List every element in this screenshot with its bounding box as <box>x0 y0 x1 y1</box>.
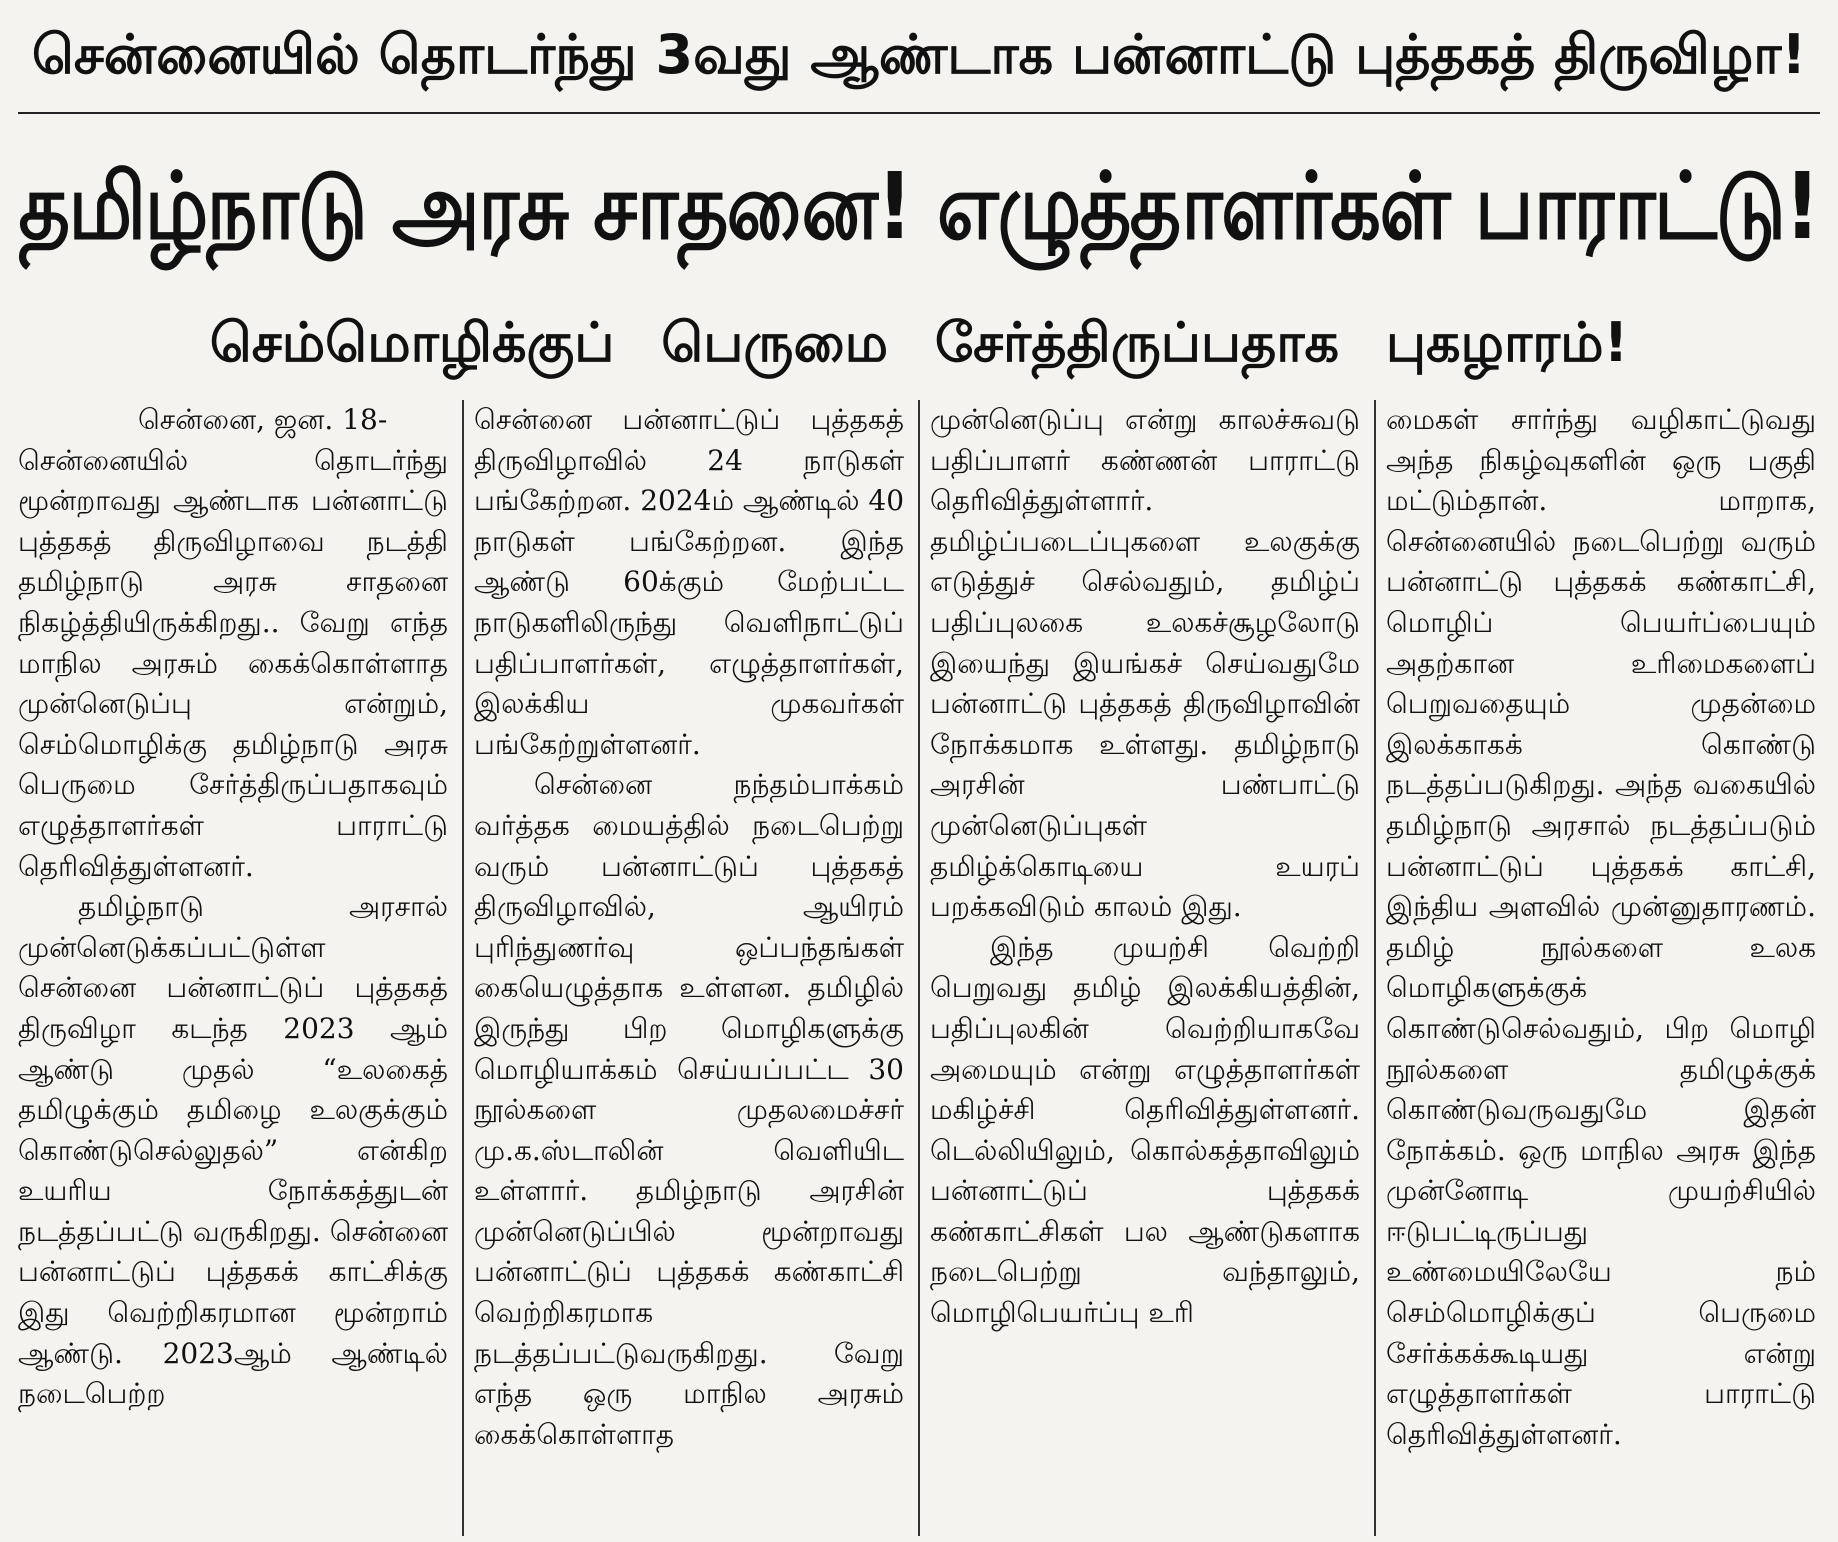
article-paragraph: சென்னை நந்தம்பாக்கம் வர்த்தக மையத்தில் நடைபெற்று வரும் பன்னாட்டுப் புத்தகத் திருவிழாவில், ஆயிரம் புரிந்துணர்வு ஒப்பந்தங்கள் கையெழுத்தாக உள்ளன. தமிழில் இருந்து பிற மொழிகளுக்கு மொழியாக்கம் செய்யப்பட்ட 30 நூல்களை முதலமைச்சர் மு.க.ஸ்டாலின் வெளியிட உள்ளார். தமிழ்நாடு அரசின் முன்னெடுப்பில் மூன்றாவது பன்னாட்டுப் புத்தகக் கண்காட்சி வெற்றிகரமாக நடத்தப்பட்டுவருகிறது. வேறு எந்த ஒரு மாநில அரசும் கைக்கொள்ளாத <box>474 768 904 1451</box>
article-paragraph: சென்னை பன்னாட்டுப் புத்தகத் திருவிழாவில் 24 நாடுகள் பங்கேற்றன. 2024ம் ஆண்டில் 40 நாடுகள் பங்கேற்றன. இந்த ஆண்டு 60க்கும் மேற்பட்ட நாடுகளிலிருந்து வெளிநாட்டுப் பதிப்பாளர்கள், எழுத்தாளர்கள், இலக்கிய முகவர்கள் பங்கேற்றுள்ளனர். <box>474 403 905 761</box>
article-paragraph: தமிழ்நாடு அரசால் முன்னெடுக்கப்பட்டுள்ள சென்னை பன்னாட்டுப் புத்தகத் திருவிழா கடந்த 2023 ஆம் ஆண்டு முதல் “உலகைத் தமிழுக்கும் தமிழை உலகுக்கும் கொண்டுசெல்லுதல்” என்கிற உயரிய நோக்கத்துடன் நடத்தப்பட்டு வருகிறது. சென்னை பன்னாட்டுப் புத்தகக் காட்சிக்கு இது வெற்றிகரமான மூன்றாம் ஆண்டு. 2023ஆம் ஆண்டில் நடைபெற்ற <box>18 890 448 1411</box>
kicker-headline: சென்னையில் தொடர்ந்து 3வது ஆண்டாக பன்னாட்டு புத்தகத் திருவிழா! <box>31 22 1807 86</box>
article-paragraph: சென்னையில் தொடர்ந்து மூன்றாவது ஆண்டாக பன்னாட்டு புத்தகத் திருவிழாவை நடத்தி தமிழ்நாடு அரசு சாதனை நிகழ்த்தியிருக்கிறது.. வேறு எந்த மாநில அரசும் கைக்கொள்ளாத முன்னெடுப்பு என்றும், செம்மொழிக்கு தமிழ்நாடு அரசு பெருமை சேர்த்திருப்பதாகவும் எழுத்தாளர்கள் பாராட்டு தெரிவித்துள்ளனர். <box>18 443 448 883</box>
article-column-1 <box>8 400 464 1536</box>
kicker-divider <box>18 112 1820 114</box>
article-column-2 <box>464 400 920 1536</box>
sub-headline: செம்மொழிக்குப் பெருமை சேர்த்திருப்பதாக புகழாரம்! <box>209 310 1629 374</box>
article-column-4 <box>1376 400 1830 1536</box>
article-column-3 <box>920 400 1376 1536</box>
article-paragraph: முன்னெடுப்பு என்று காலச்சுவடு பதிப்பாளர் கண்ணன் பாராட்டு தெரிவித்துள்ளார். தமிழ்ப்படைப்புகளை உலகுக்கு எடுத்துச் செல்வதும், தமிழ்ப் பதிப்புலகை உலகச்சூழலோடு இயைந்து இயங்கச் செய்வதுமே பன்னாட்டு புத்தகத் திருவிழாவின் நோக்கமாக உள்ளது. தமிழ்நாடு அரசின் பண்பாட்டு முன்னெடுப்புகள் தமிழ்க்கொடியை உயரப் பறக்கவிடும் காலம் இது. <box>930 403 1360 924</box>
article-paragraph: இந்த முயற்சி வெற்றி பெறுவது தமிழ் இலக்கியத்தின், பதிப்புலகின் வெற்றியாகவே அமையும் என்று எழுத்தாளர்கள் மகிழ்ச்சி தெரிவித்துள்ளனர். டெல்லியிலும், கொல்கத்தாவிலும் பன்னாட்டுப் புத்தகக் கண்காட்சிகள் பல ஆண்டுகளாக நடைபெற்று வந்தாலும், மொழிபெயர்ப்பு உரி <box>930 930 1360 1330</box>
dateline: சென்னை, ஜன. 18- <box>138 403 388 436</box>
article-paragraph: மைகள் சார்ந்து வழிகாட்டுவது அந்த நிகழ்வுகளின் ஒரு பகுதி மட்டும்தான். மாறாக, சென்னையில் நடைபெற்று வரும் பன்னாட்டு புத்தகக் கண்காட்சி, மொழிப் பெயர்ப்பையும் அதற்கான உரிமைகளைப் பெறுவதையும் முதன்மை இலக்காகக் கொண்டு நடத்தப்படுகிறது. அந்த வகையில் தமிழ்நாடு அரசால் நடத்தப்படும் பன்னாட்டுப் புத்தகக் காட்சி, இந்திய அளவில் முன்னுதாரணம். தமிழ் நூல்களை உலக மொழிகளுக்குக் கொண்டுசெல்வதும், பிற மொழி நூல்களை தமிழுக்குக் கொண்டுவருவதுமே இதன் நோக்கம். ஒரு மாநில அரசு இந்த முன்னோடி முயற்சியில் ஈடுபட்டிருப்பது உண்மையிலேயே நம் செம்மொழிக்குப் பெருமை சேர்க்கக்கூடியது என்று எழுத்தாளர்கள் பாராட்டு தெரிவித்துள்ளனர். <box>1386 403 1816 1451</box>
article-body <box>8 400 1830 1536</box>
main-headline: தமிழ்நாடு அரசு சாதனை! எழுத்தாளர்கள் பாராட்டு! <box>18 153 1820 260</box>
